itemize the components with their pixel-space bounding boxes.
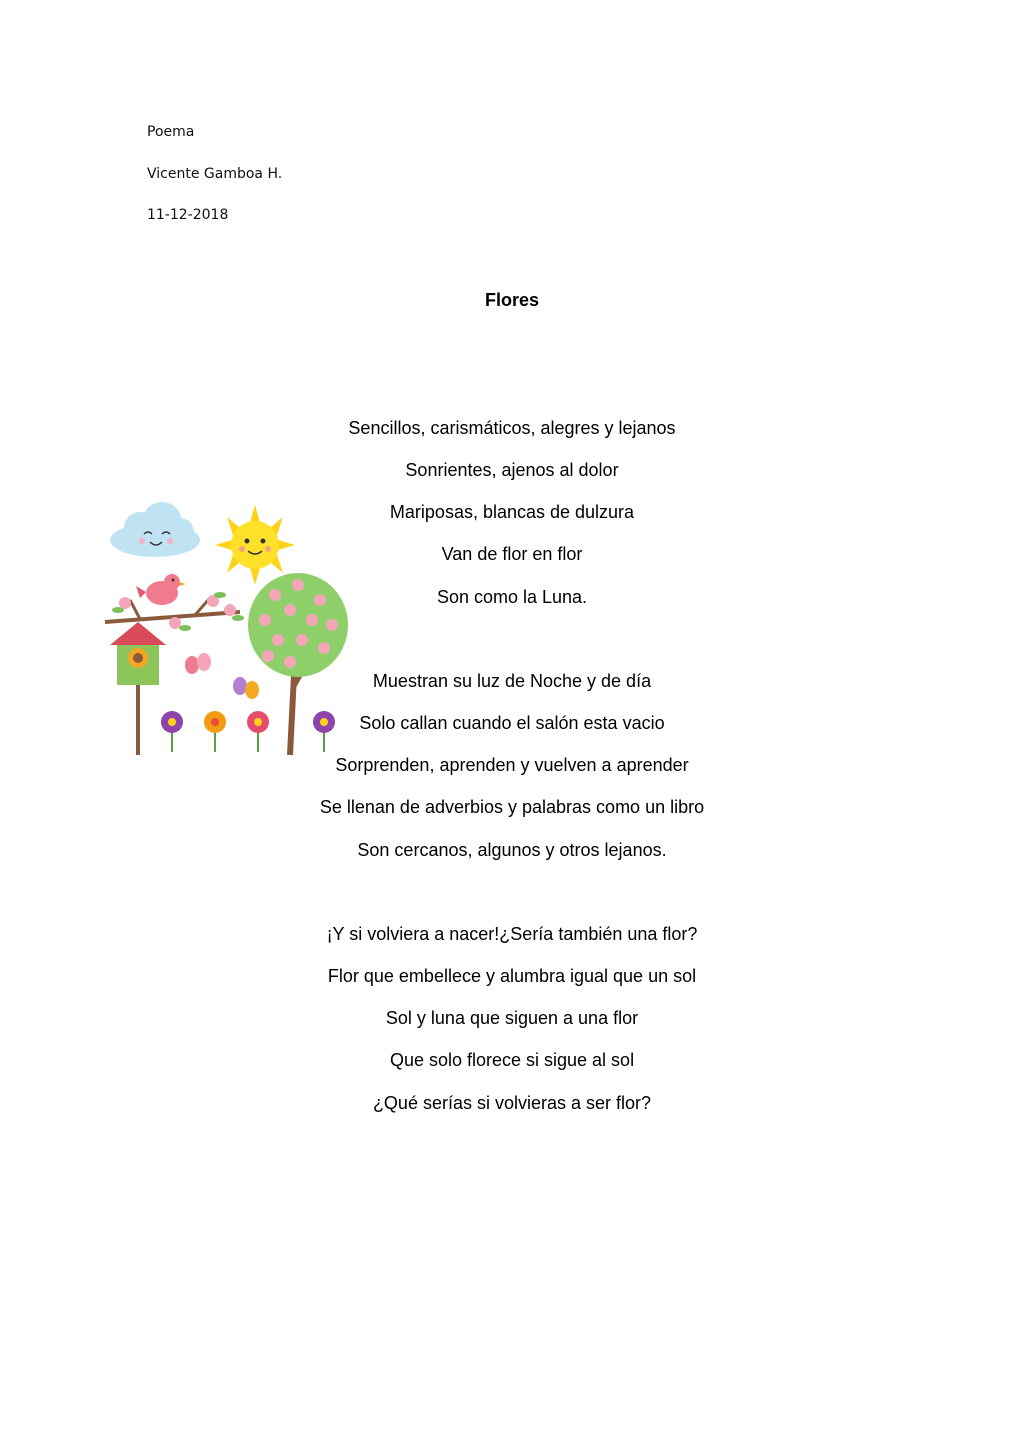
verse-line: Sorprenden, aprenden y vuelven a aprender	[335, 755, 689, 775]
verse-line: Van de flor en flor	[441, 544, 583, 564]
verse-line: Sol y luna que siguen a una flor	[385, 1008, 639, 1028]
verse-line: ¡Y si volviera a nacer!¿Sería también una flor?	[326, 924, 698, 944]
flower-icon	[247, 711, 269, 752]
verse-line: Mariposas, blancas de dulzura	[389, 502, 635, 522]
flower-icon	[161, 711, 183, 752]
verse-line: Sonrientes, ajenos al dolor	[405, 460, 619, 480]
cloud-icon	[110, 502, 200, 557]
header-label: Poema	[147, 124, 195, 140]
header-author: Vicente Gamboa H.	[147, 166, 283, 182]
flower-icon	[204, 711, 226, 752]
flower-icon	[313, 711, 335, 752]
spring-garden-illustration	[100, 500, 360, 760]
header-date: 11-12-2018	[147, 207, 229, 223]
verse-line: ¿Qué serías si volvieras a ser flor?	[372, 1093, 652, 1113]
butterfly-icon	[233, 677, 259, 699]
poem-title: Flores	[484, 290, 540, 310]
verse-line: Sencillos, carismáticos, alegres y lejanos	[348, 418, 676, 438]
bird-icon	[136, 574, 186, 605]
verse-line: Flor que embellece y alumbra igual que un sol	[327, 966, 697, 986]
verse-line: Son cercanos, algunos y otros lejanos.	[357, 840, 667, 860]
birdhouse-icon	[110, 622, 166, 755]
verse-line: Se llenan de adverbios y palabras como un libro	[319, 797, 705, 817]
verse-line: Muestran su luz de Noche y de día	[372, 671, 652, 691]
verse-line: Son como la Luna.	[436, 587, 588, 607]
verse-line: Solo callan cuando el salón esta vacio	[359, 713, 665, 733]
butterfly-icon	[185, 653, 211, 674]
sun-icon	[215, 505, 295, 585]
verse-line: Que solo florece si sigue al sol	[389, 1050, 635, 1070]
